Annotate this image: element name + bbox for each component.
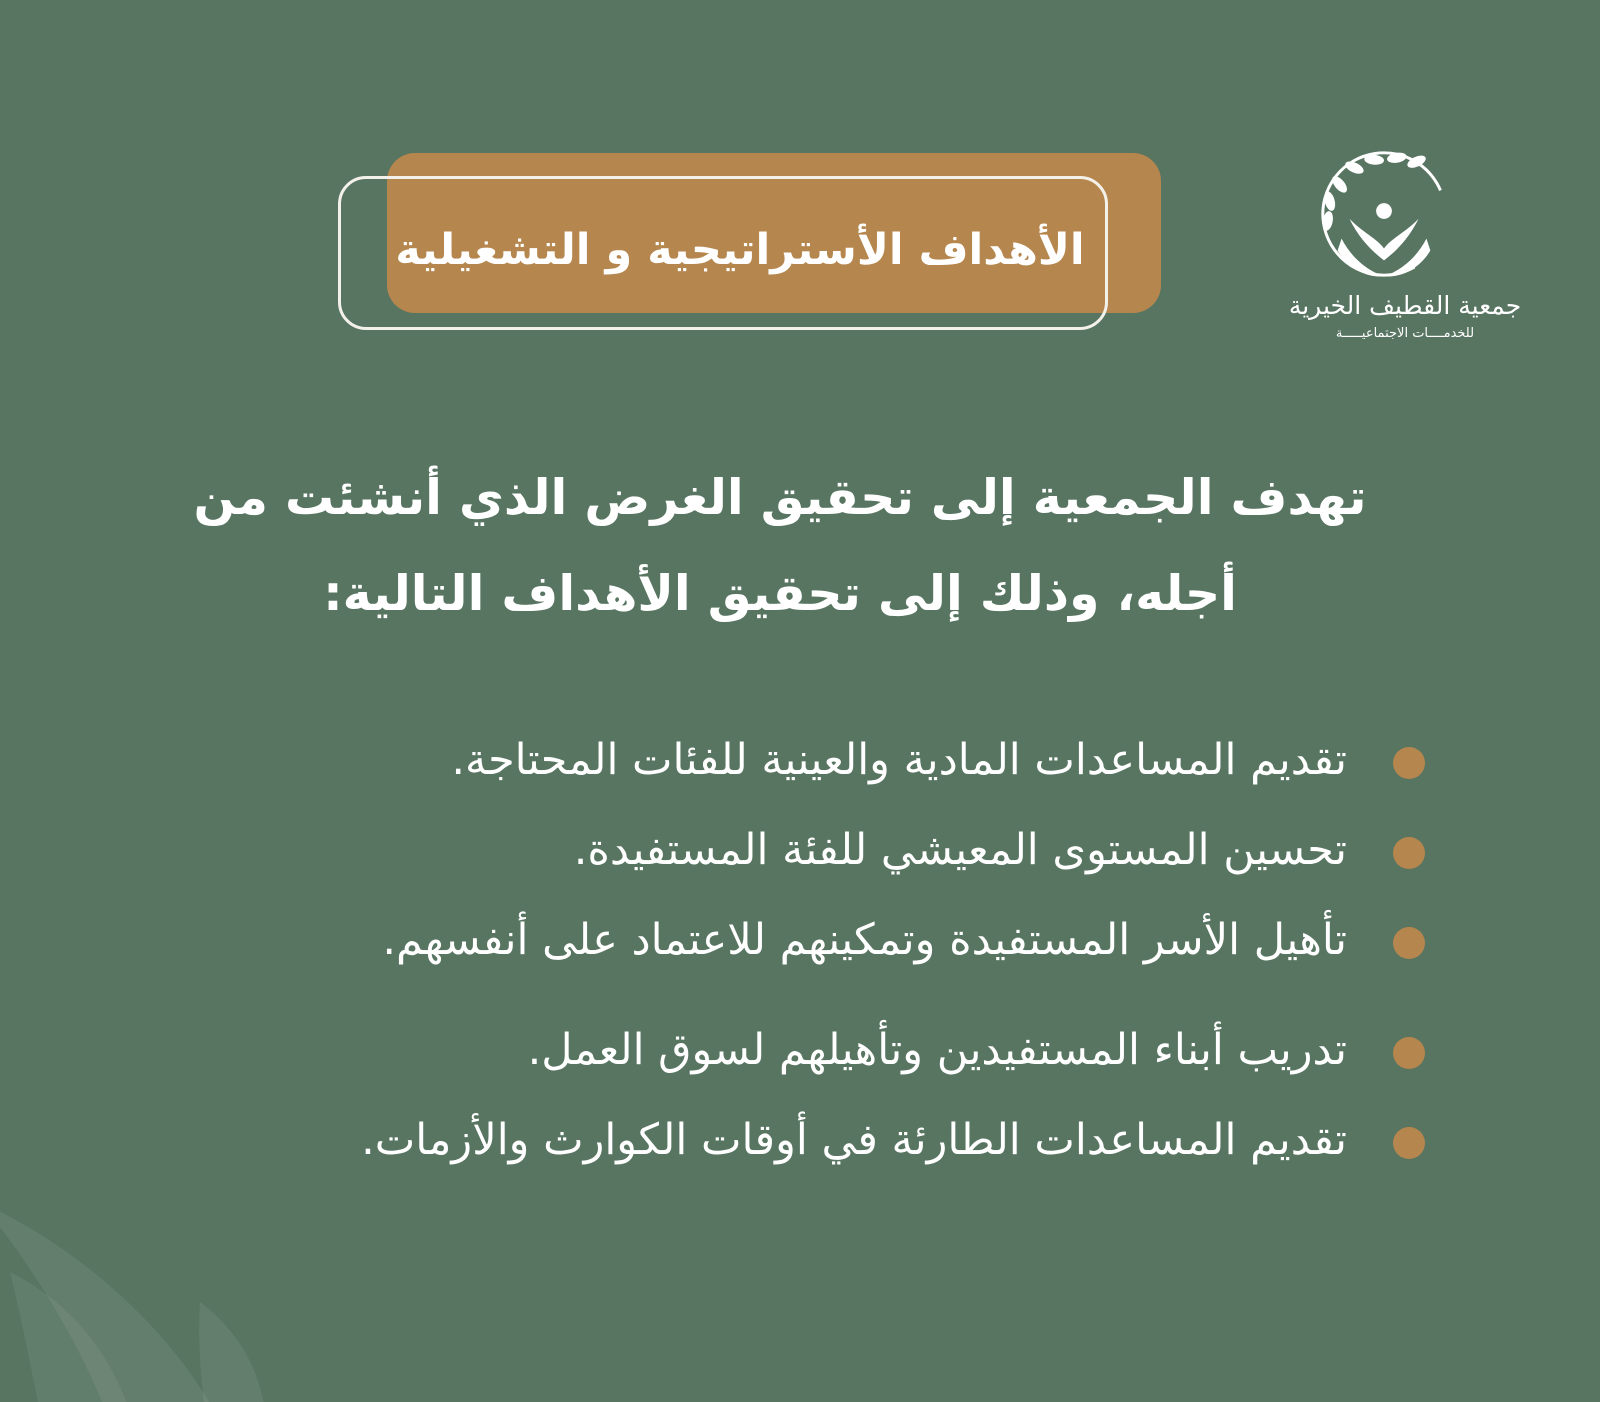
- page-title: الأهداف الأستراتيجية و التشغيلية: [395, 225, 1085, 275]
- goal-item: [0, 790, 1600, 882]
- bullet-dot-icon: [1393, 747, 1425, 779]
- goal-text: تأهيل الأسر المستفيدة وتمكينهم للاعتماد على أنفسهم.: [382, 915, 1347, 965]
- intro-line-2: أجله، وذلك إلى تحقيق الأهداف التالية:: [323, 565, 1237, 622]
- goal-item: [0, 880, 1600, 972]
- goal-item: [0, 700, 1600, 792]
- goal-text: تقديم المساعدات الطارئة في أوقات الكوارث والأزمات.: [361, 1115, 1347, 1165]
- bullet-dot-icon: [1393, 1127, 1425, 1159]
- intro-paragraph: [180, 450, 1380, 630]
- goal-text: تحسين المستوى المعيشي للفئة المستفيدة.: [573, 825, 1347, 875]
- goal-text: تقديم المساعدات المادية والعينية للفئات المحتاجة.: [451, 735, 1347, 785]
- goal-item: [0, 990, 1600, 1082]
- wheat-wreath-hands-icon: [1310, 140, 1458, 288]
- goals-list: [0, 700, 1600, 1180]
- goal-item: [0, 1080, 1600, 1172]
- organization-name: جمعية القطيف الخيرية: [1288, 291, 1522, 320]
- leaf-decoration-icon: [0, 1142, 330, 1402]
- bullet-dot-icon: [1393, 1037, 1425, 1069]
- bullet-dot-icon: [1393, 837, 1425, 869]
- goal-text: تدريب أبناء المستفيدين وتأهيلهم لسوق العمل.: [527, 1025, 1347, 1075]
- organization-subtitle: للخدمــــات الاجتماعيـــــة: [1335, 326, 1475, 341]
- intro-line-1: تهدف الجمعية إلى تحقيق الغرض الذي أنشئت من: [193, 469, 1367, 526]
- organization-logo: [1255, 140, 1555, 360]
- bullet-dot-icon: [1393, 927, 1425, 959]
